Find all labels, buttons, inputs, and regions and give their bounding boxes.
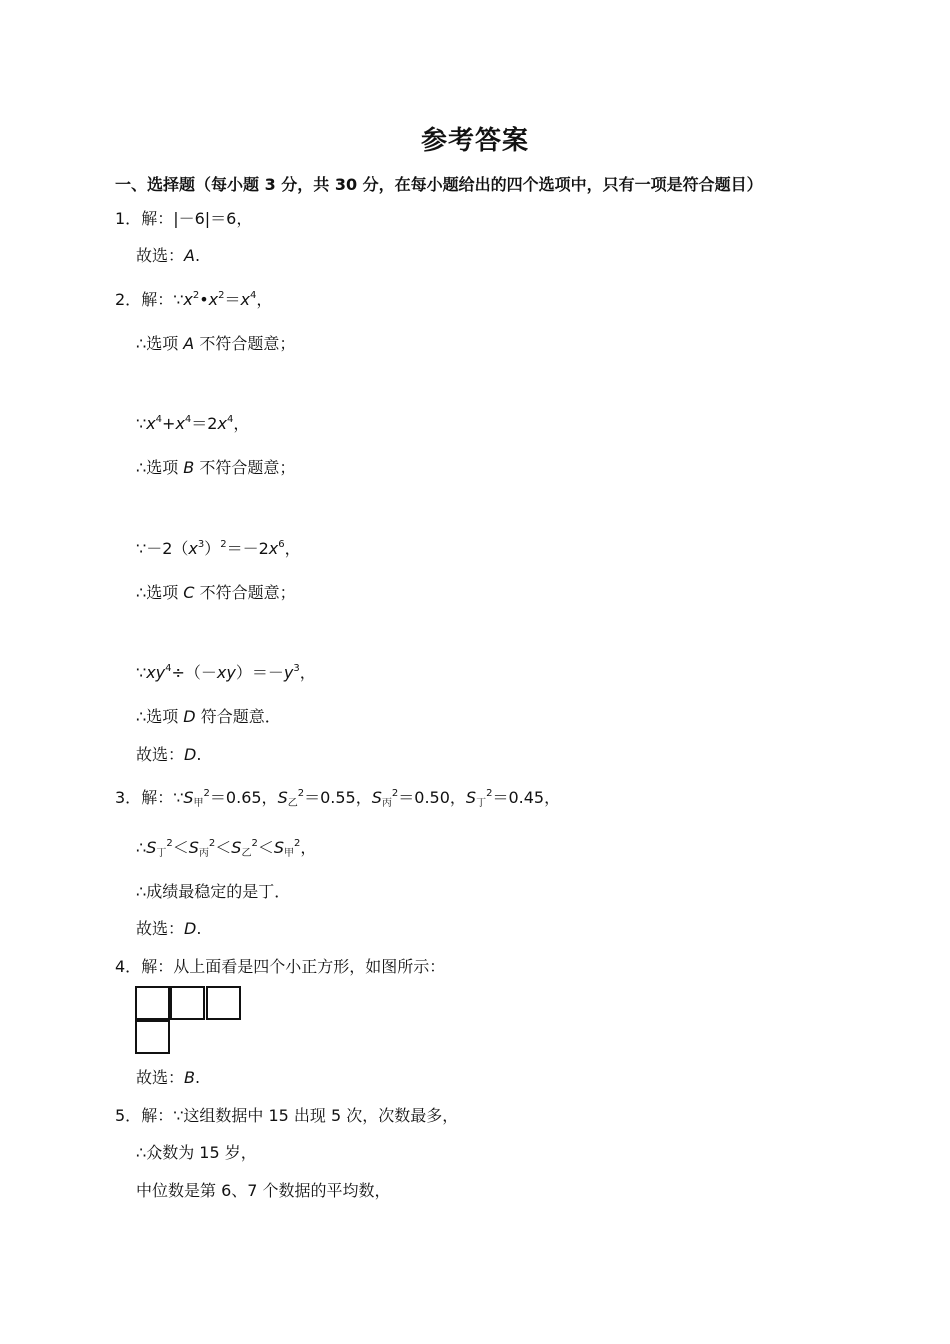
q2-step-b: $\because x^4+x^4=2x^4$， xyxy=(136,414,250,433)
q2-answer-line: 故选：D. xyxy=(136,745,202,764)
figure-square xyxy=(170,986,205,1020)
q1-answer-line: 故选：A. xyxy=(136,246,201,265)
q2-conclusion-c: ∴选项 C 不符合题意； xyxy=(136,583,296,602)
q4-number: 4． xyxy=(115,957,142,976)
q2-step-d: $\because xy^4\div(-xy)=-y^3$， xyxy=(136,663,316,682)
q2-conclusion-d: ∴选项 D 符合题意． xyxy=(136,707,281,726)
q2-conclusion-b: ∴选项 B 不符合题意； xyxy=(136,458,296,477)
q5-number: 5． xyxy=(115,1106,142,1125)
q4-answer-line: 故选：B. xyxy=(136,1068,201,1087)
q3-answer: D xyxy=(184,919,197,938)
q1-answer: A xyxy=(184,246,195,265)
figure-square xyxy=(206,986,241,1020)
q5-solution-line: 5．解：∵这组数据中 15 出现 5 次，次数最多， xyxy=(115,1106,459,1125)
q2-step-a: 2．解：$\because x^2•x^2=x^4$， xyxy=(115,290,273,309)
figure-square xyxy=(135,1020,170,1054)
q2-conclusion-a: ∴选项 A 不符合题意； xyxy=(136,334,296,353)
q1-expression: |－6|＝6， xyxy=(173,209,253,228)
q4-answer: B xyxy=(184,1068,195,1087)
q3-conclusion: ∴成绩最稳定的是丁． xyxy=(136,882,291,901)
q3-number: 3． xyxy=(115,788,142,807)
q3-answer-line: 故选：D. xyxy=(136,919,202,938)
q1-solution-line: 1．解：|－6|＝6， xyxy=(115,209,253,228)
q3-variance-order: $\therefore S_丁^2<S_丙^2<S_乙^2<S_甲^2$， xyxy=(136,838,317,859)
q3-variance-values: 3．解：$\because S_甲^2=0.65$，$S_乙^2=0.55$，$S_丙^2=0.50$，$S_丁^2=0.45$， xyxy=(115,788,561,809)
q4-solution-line: 4．解：从上面看是四个小正方形，如图所示： xyxy=(115,957,446,976)
section-heading: 一、选择题（每小题 3 分，共 30 分，在每小题给出的四个选项中，只有一项是符合题目） xyxy=(115,175,763,194)
q2-answer: D xyxy=(184,745,197,764)
q5-mode-line: ∴众数为 15 岁， xyxy=(136,1143,257,1162)
q5-median-line: 中位数是第 6、7 个数据的平均数， xyxy=(136,1181,391,1200)
q2-number: 2． xyxy=(115,290,142,309)
q1-number: 1． xyxy=(115,209,142,228)
q2-step-c: $\because-2(x^3)^2=-2x^6$， xyxy=(136,539,301,558)
page-title: 参考答案 xyxy=(420,126,529,156)
figure-square xyxy=(135,986,170,1020)
